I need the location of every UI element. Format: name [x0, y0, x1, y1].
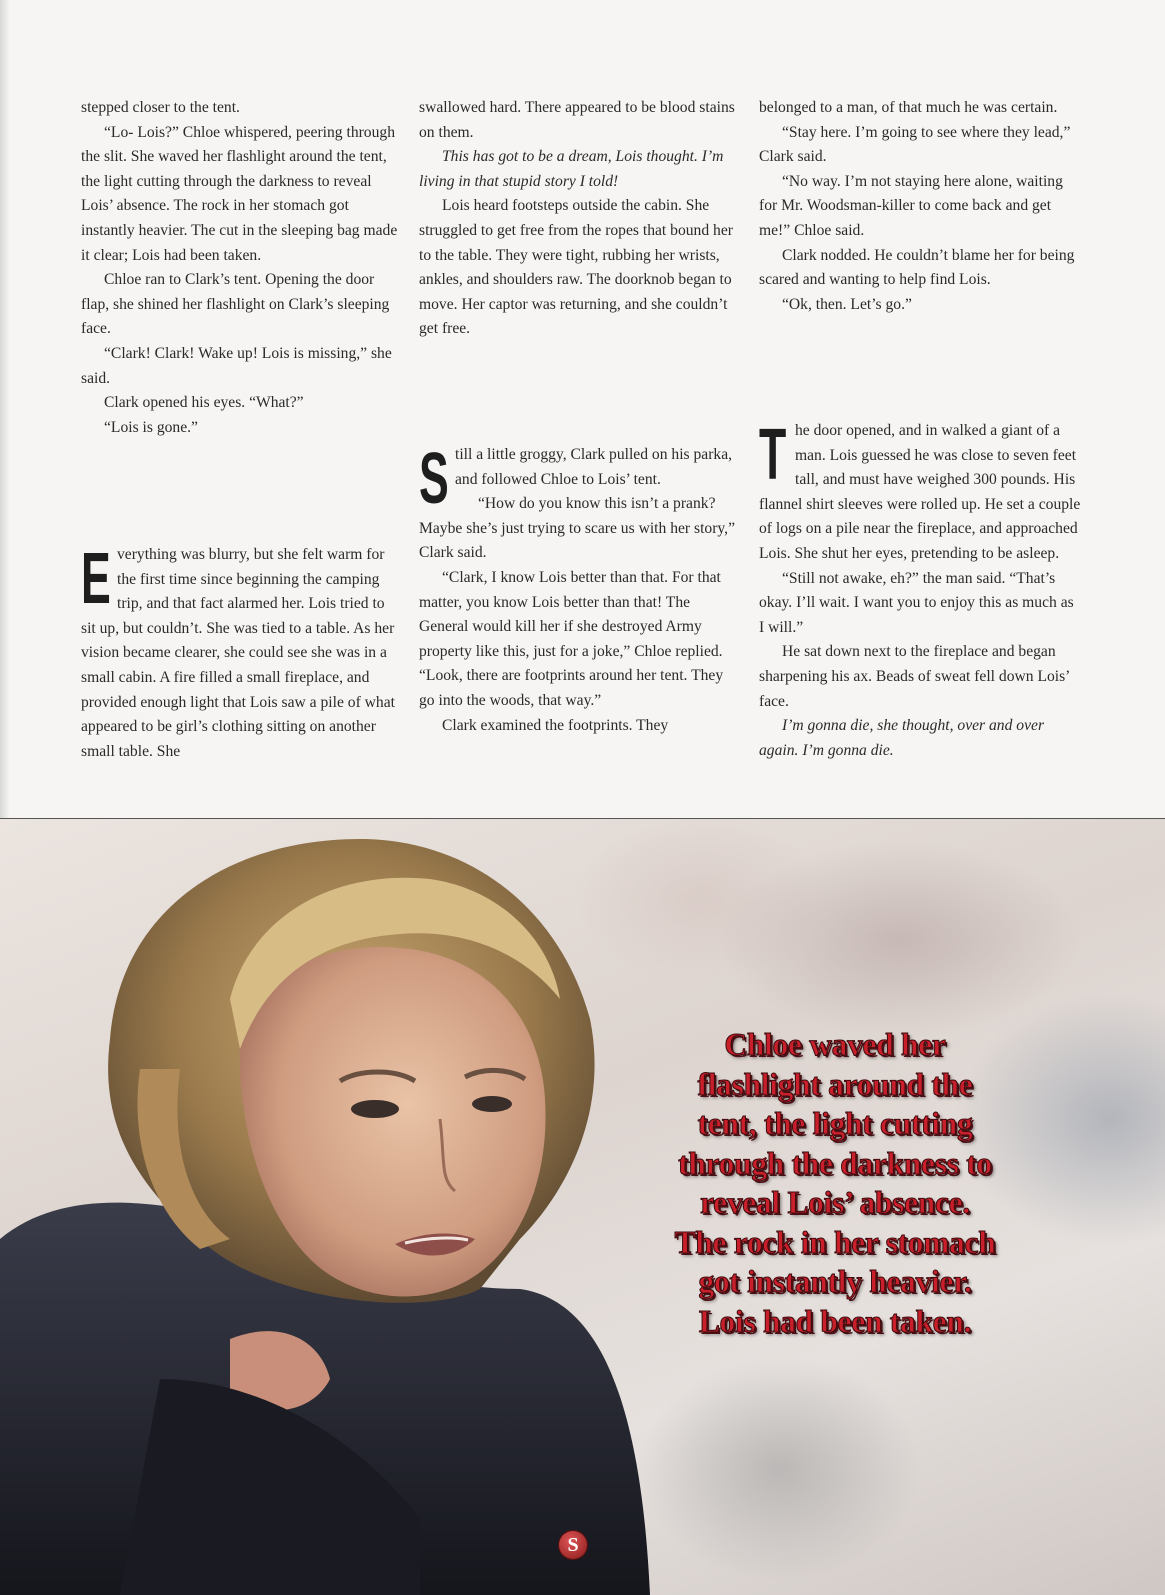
pull-quote-line: reveal Lois’ absence.	[700, 1185, 970, 1220]
paragraph: “Ok, then. Let’s go.”	[782, 295, 912, 313]
paragraph: “How do you know this isn’t a prank? Maybe she’s just trying to scare us with her story,” Clark said.	[419, 495, 736, 562]
paragraph: Clark examined the footprints. They	[442, 716, 669, 734]
paragraph: “Lo- Lois?” Chloe whispered, peering through the slit. She waved her flashlight around the tent, the light cutting through the darkness to reveal Lois’ absence. The rock in her stomach got instantly heavier. The cut in the sleeping bag made it clear; Lois had been taken.	[81, 123, 398, 264]
paragraph: “No way. I’m not staying here alone, waiting for Mr. Woodsman-killer to come back and get me!” Chloe said.	[759, 172, 1063, 239]
article-column-3	[759, 96, 1081, 317]
section-the-door	[759, 415, 1081, 763]
pull-quote-line: The rock in her stomach	[674, 1224, 996, 1260]
pull-quote-line: tent, the light cutting	[697, 1106, 973, 1141]
paragraph: belonged to a man, of that much he was certain.	[759, 99, 1058, 116]
paragraph: Chloe ran to Clark’s tent. Opening the door flap, she shined her flashlight on Clark’s sleeping face.	[81, 271, 390, 338]
paragraph: “Still not awake, eh?” the man said. “That’s okay. I’ll wait. I want you to enjoy this as much as I will.”	[759, 569, 1074, 636]
section-text: he door opened, and in walked a giant of a man. Lois guessed he was close to seven feet tall, and must have weighed 300 pounds. His flannel shirt sleeves were rolled up. He set a couple of logs on a pile near the fireplace, and approached Lois. She shut her eyes, pretending to be asleep.	[759, 422, 1081, 562]
section-first-paragraph	[759, 415, 1081, 567]
paragraph: Clark nodded. He couldn’t blame her for being scared and wanting to help find Lois.	[759, 246, 1075, 289]
smallville-logo-icon: S	[559, 1531, 587, 1559]
paragraph: “Lois is gone.”	[104, 418, 198, 436]
paragraph: “Stay here. I’m going to see where they lead,” Clark said.	[759, 123, 1071, 166]
paragraph: He sat down next to the fireplace and began sharpening his ax. Beads of sweat fell down Lois’ face.	[759, 643, 1070, 710]
pull-quote-line: through the darkness to	[678, 1145, 992, 1181]
section-everything	[81, 539, 403, 764]
photo-panel	[0, 818, 1165, 1595]
pull-quote-line: Chloe waved her	[724, 1027, 946, 1062]
section-first-paragraph	[419, 439, 741, 519]
paragraph: “Clark, I know Lois better than that. For that matter, you know Lois better than that! The General would kill her if she destroyed Army property like this, just for a joke,” Chloe replied. “Look, there are footprints around her tent. They go into the woods, that way.”	[419, 568, 724, 709]
article-column-1	[81, 96, 403, 440]
paragraph: swallowed hard. There appeared to be blood stains on them.	[419, 99, 735, 141]
section-first-paragraph	[81, 539, 403, 764]
article-column-2	[419, 96, 741, 342]
paragraph: “Clark! Clark! Wake up! Lois is missing,” she said.	[81, 344, 392, 387]
paragraph-italic: I’m gonna die, she thought, over and over again. I’m gonna die.	[759, 717, 1045, 759]
paragraph-italic	[419, 145, 741, 194]
section-text: till a little groggy, Clark pulled on his parka, and followed Chloe to Lois’ tent.	[455, 446, 733, 488]
pull-quote	[600, 1025, 1070, 1341]
pull-quote-line: flashlight around the	[697, 1066, 973, 1102]
page-gutter-shadow	[0, 0, 10, 818]
drop-cap: T	[759, 415, 787, 495]
pull-quote-line: Lois had been taken.	[698, 1303, 972, 1339]
drop-cap: E	[81, 539, 111, 619]
italic-thought: This has got to be a dream, Lois thought. I’m living in that stupid story I told!	[419, 148, 724, 190]
section-still	[419, 439, 741, 738]
paragraph: Lois heard footsteps outside the cabin. She struggled to get free from the ropes that bound her to the table. They were tight, rubbing her wrists, ankles, and shoulders raw. The doorknob began to move. Her captor was returning, and she couldn’t get free.	[419, 197, 733, 338]
pull-quote-line: got instantly heavier.	[698, 1264, 972, 1299]
drop-cap: S	[419, 439, 449, 519]
section-text: verything was blurry, but she felt warm for the first time since beginning the camping trip, and that fact alarmed her. Lois tried to sit up, but couldn’t. She was tied to a table. As her vision became clearer, she could see she was in a small cabin. A fire filled a small fireplace, and provided enough light that Lois saw a pile of what appeared to be girl’s clothing sitting on another small table. She	[81, 546, 395, 760]
paragraph: stepped closer to the tent.	[81, 99, 240, 116]
paragraph: Clark opened his eyes. “What?”	[104, 394, 304, 412]
